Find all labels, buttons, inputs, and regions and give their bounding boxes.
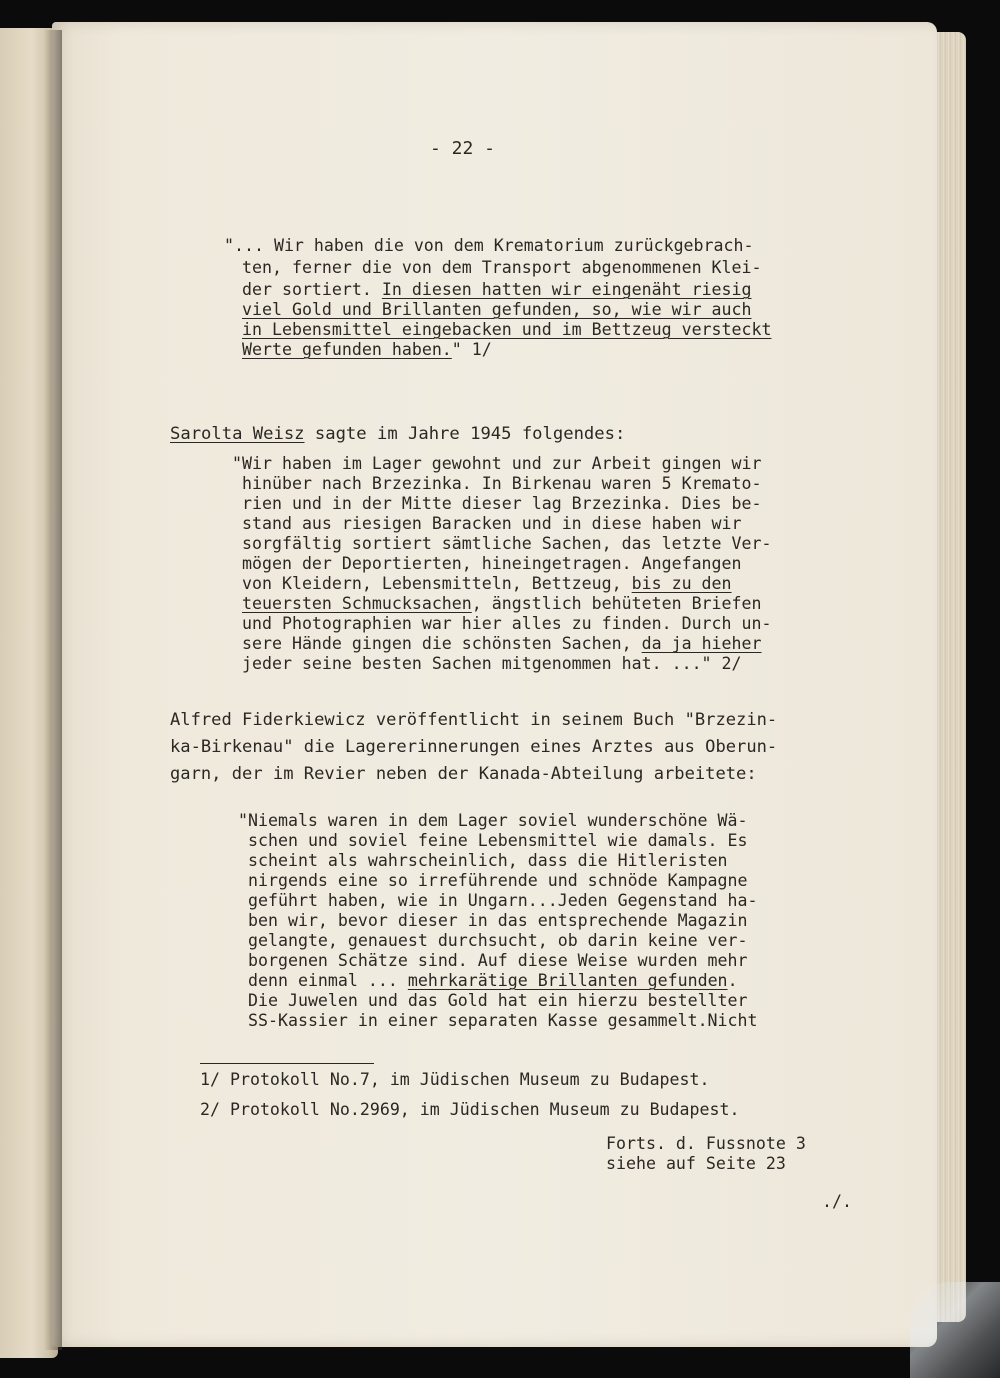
footnote-rule [200, 1063, 374, 1064]
quote-3-line-2: schen und soviel feine Lebensmittel wie damals. Es [248, 831, 748, 850]
book-gutter-shadow [44, 30, 62, 1350]
quote-1-line-1: "... Wir haben die von dem Krematorium zurückgebrach- [224, 236, 754, 255]
quote-2-line-9: und Photographien war hier alles zu finden. Durch un- [242, 614, 772, 633]
quote-3-line-8: borgenen Schätze sind. Auf diese Weise wurden mehr [248, 951, 748, 970]
page-clip [910, 1282, 1000, 1378]
underlined-passage: bis zu den [631, 574, 732, 593]
page-end-mark: ./. [822, 1192, 852, 1211]
quote-1-line-5: in Lebensmittel eingebacken und im Bettzeug versteckt [242, 320, 772, 339]
quote-3-line-11: SS-Kassier in einer separaten Kasse gesammelt.Nicht [248, 1011, 758, 1030]
quote-2-line-5: sorgfältig sortiert sämtliche Sachen, das letzte Ver- [242, 534, 772, 553]
page-number: - 22 - [430, 138, 496, 159]
continuation-line-2: siehe auf Seite 23 [606, 1154, 786, 1173]
quote-3-line-6: ben wir, bevor dieser in das entsprechende Magazin [248, 911, 748, 930]
quote-2-line-8: teuersten Schmucksachen, ängstlich behüteten Briefen [242, 594, 762, 613]
quote-3-line-4: nirgends eine so irreführende und schnöde Kampagne [248, 871, 748, 890]
quote-2-line-4: stand aus riesigen Baracken und in diese haben wir [242, 514, 742, 533]
quote-3-line-10: Die Juwelen und das Gold hat ein hierzu bestellter [248, 991, 748, 1010]
document-page [52, 22, 937, 1347]
quote-3-line-9: denn einmal ... mehrkarätige Brillanten gefunden. [248, 971, 738, 990]
underlined-passage: da ja hieher [641, 634, 762, 653]
quote-2-line-7: von Kleidern, Lebensmitteln, Bettzeug, bis zu den [242, 574, 732, 593]
quote-3-line-5: geführt haben, wie in Ungarn...Jeden Gegenstand ha- [248, 891, 758, 910]
quote-1-line-6: Werte gefunden haben." 1/ [242, 340, 492, 359]
footnote-2: 2/ Protokoll No.2969, im Jüdischen Museum zu Budapest. [200, 1100, 740, 1119]
quote-3-line-3: scheint als wahrscheinlich, dass die Hitleristen [248, 851, 728, 870]
intro-2-line-2: ka-Birkenau" die Lagererinnerungen eines Arztes aus Oberun- [170, 737, 778, 757]
quote-2-line-10: sere Hände gingen die schönsten Sachen, da ja hieher [242, 634, 762, 653]
person-name: Sarolta Weisz [170, 424, 305, 444]
quote-2-line-2: hinüber nach Brzezinka. In Birkenau waren 5 Kremato- [242, 474, 762, 493]
underlined-passage: mehrkarätige Brillanten gefunden [407, 971, 728, 990]
quote-1-line-4: viel Gold und Brillanten gefunden, so, wie wir auch [242, 300, 752, 319]
intro-2-line-1: Alfred Fiderkiewicz veröffentlicht in seinem Buch "Brzezin- [170, 710, 778, 730]
quote-3-line-1: "Niemals waren in dem Lager soviel wunderschöne Wä- [238, 811, 748, 830]
quote-1-line-2: ten, ferner die von dem Transport abgenommenen Klei- [242, 258, 762, 277]
underlined-passage: Werte gefunden haben. [242, 340, 452, 359]
underlined-passage: teuersten Schmucksachen [242, 594, 472, 613]
footnote-1: 1/ Protokoll No.7, im Jüdischen Museum zu Budapest. [200, 1070, 710, 1089]
quote-2-line-6: mögen der Deportierten, hineingetragen. Angefangen [242, 554, 742, 573]
quote-2-line-11: jeder seine besten Sachen mitgenommen hat. ..." 2/ [242, 654, 742, 673]
quote-2-line-3: rien und in der Mitte dieser lag Brzezinka. Dies be- [242, 494, 762, 513]
intro-2-line-3: garn, der im Revier neben der Kanada-Abteilung arbeitete: [170, 764, 757, 784]
quote-3-line-7: gelangte, genauest durchsucht, ob darin keine ver- [248, 931, 748, 950]
continuation-line-1: Forts. d. Fussnote 3 [606, 1134, 806, 1153]
quote-2-line-1: "Wir haben im Lager gewohnt und zur Arbeit gingen wir [232, 454, 762, 473]
quote-1-line-3: der sortiert. In diesen hatten wir eingenäht riesig [242, 280, 752, 299]
intro-sarolta-weisz: Sarolta Weisz sagte im Jahre 1945 folgendes: [170, 424, 626, 444]
underlined-passage: In diesen hatten wir eingenäht riesig [381, 280, 752, 299]
